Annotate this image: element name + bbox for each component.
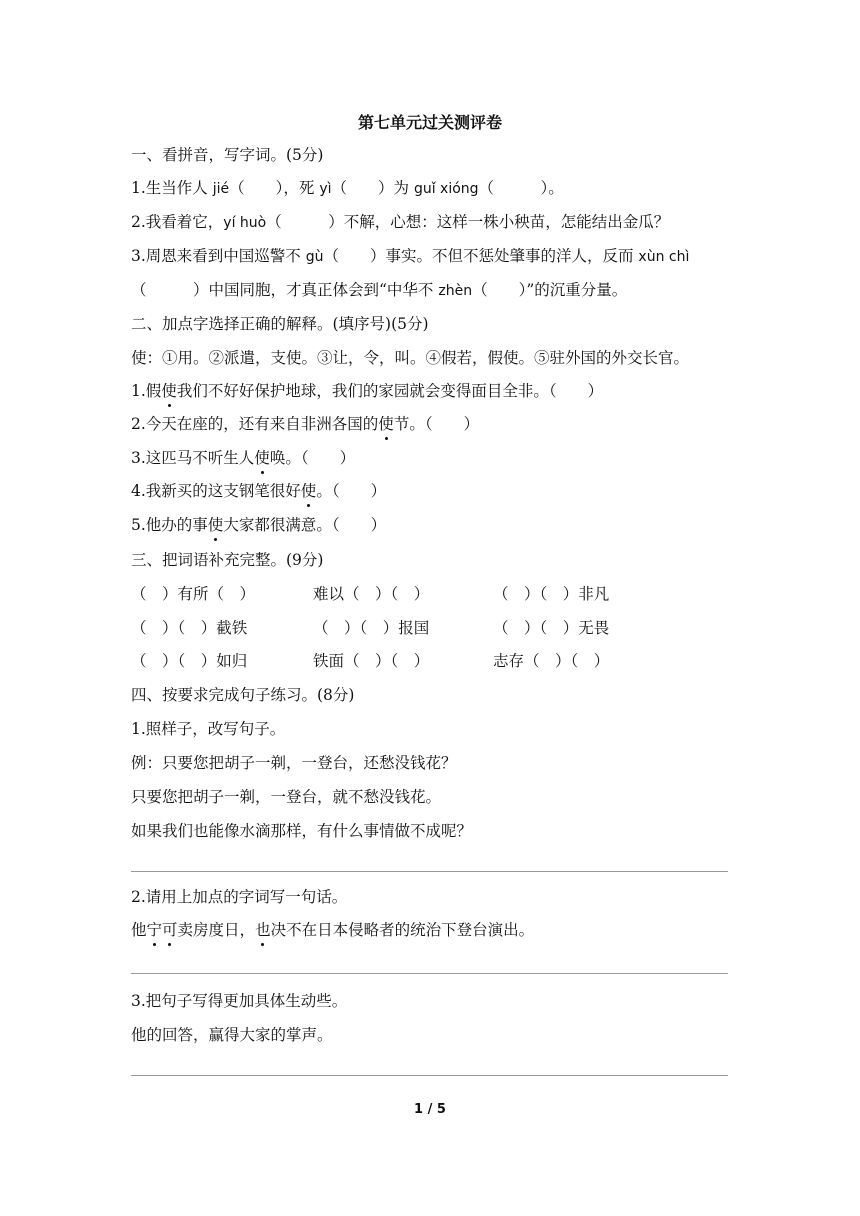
prompt-sentence-2: 他宁可卖房度日，也决不在日本侵略者的统治下登台演出。 <box>131 921 535 939</box>
section-4-heading: 四、按要求完成句子练习。(8分) <box>131 686 355 704</box>
prompt-sentence-1: 如果我们也能像水滴那样，有什么事情做不成呢？ <box>131 822 473 840</box>
idiom-blank: （ ）有所（ ） <box>131 585 256 603</box>
dotted-char: 使 <box>254 449 270 467</box>
dotted-char: 使 <box>207 516 224 534</box>
idiom-blank: 铁面（ ）（ ） <box>313 652 430 670</box>
pinyin: guǐ xióng <box>413 181 479 197</box>
answer-line[interactable] <box>131 1075 728 1076</box>
dotted-char: 使 <box>161 382 177 400</box>
prompt-sentence-3: 他的回答，赢得大家的掌声。 <box>131 1026 333 1044</box>
pinyin: xùn chì <box>638 249 690 265</box>
idiom-blank: （ ）（ ）截铁 <box>131 619 248 637</box>
definitions: 使：①用。②派遣，支使。③让，令，叫。④假若，假使。⑤驻外国的外交长官。 <box>131 349 690 367</box>
dotted-char: 使 <box>300 482 317 500</box>
pinyin: yì <box>319 181 332 197</box>
question-1-2: 2.我看着它，yí huò（ ）不解，心想：这样一株小秧苗，怎能结出金瓜？ <box>131 213 670 231</box>
question-1-3-cont: （ ）中国同胞，才真正体会到“中华不 zhèn（ ）”的沉重分量。 <box>131 281 628 299</box>
question-2-5: 5.他办的事使大家都很满意。（ ） <box>131 516 387 534</box>
section-1-heading: 一、看拼音，写字词。(5分) <box>131 146 324 164</box>
section-3-heading: 三、把词语补充完整。(9分) <box>131 551 324 569</box>
page-title: 第七单元过关测评卷 <box>357 113 502 132</box>
idiom-row-1 <box>131 583 731 605</box>
idiom-row-2 <box>131 617 731 639</box>
question-2-1: 1.假使我们不好好保护地球，我们的家园就会变得面目全非。（ ） <box>131 382 604 400</box>
dotted-char: 使 <box>378 415 394 433</box>
page-number: 1 / 5 <box>414 1102 446 1117</box>
example-sentence: 例：只要您把胡子一剃，一登台，还愁没钱花？ <box>131 754 457 772</box>
dotted-char: 宁 <box>146 921 163 939</box>
pinyin: yí huò <box>223 215 267 231</box>
question-2-4: 4.我新买的这支钢笔很好使。（ ） <box>131 482 387 500</box>
idiom-blank: （ ）（ ）非凡 <box>493 585 610 603</box>
answer-line[interactable] <box>131 973 728 974</box>
section-2-heading: 二、加点字选择正确的解释。(填序号)(5分) <box>131 315 429 333</box>
question-2-3: 3.这匹马不听生人使唤。（ ） <box>131 449 356 467</box>
idiom-row-3 <box>131 650 731 672</box>
idiom-blank: 难以（ ）（ ） <box>313 585 430 603</box>
question-1-1: 1.生当作人 jié（ ），死 yì（ ）为 guǐ xióng（ ）。 <box>131 179 564 197</box>
question-2-2: 2.今天在座的，还有来自非洲各国的使节。（ ） <box>131 415 480 433</box>
task-4-1: 1.照样子，改写句子。 <box>131 720 286 738</box>
pinyin: jié <box>212 181 230 197</box>
example-answer: 只要您把胡子一剃，一登台，就不愁没钱花。 <box>131 788 442 806</box>
idiom-blank: （ ）（ ）报国 <box>313 619 430 637</box>
task-4-2: 2.请用上加点的字词写一句话。 <box>131 888 348 906</box>
dotted-char: 可 <box>162 921 178 939</box>
answer-line[interactable] <box>131 871 728 872</box>
pinyin: zhèn <box>438 283 473 299</box>
idiom-blank: 志存（ ）（ ） <box>493 652 610 670</box>
dotted-char: 也 <box>255 921 271 939</box>
idiom-blank: （ ）（ ）无畏 <box>493 619 610 637</box>
idiom-blank: （ ）（ ）如归 <box>131 652 248 670</box>
question-1-3: 3.周恩来看到中国巡警不 gù（ ）事实。不但不惩处肇事的洋人，反而 xùn chì <box>131 247 690 265</box>
pinyin: gù <box>305 249 324 265</box>
task-4-3: 3.把句子写得更加具体生动些。 <box>131 992 348 1010</box>
